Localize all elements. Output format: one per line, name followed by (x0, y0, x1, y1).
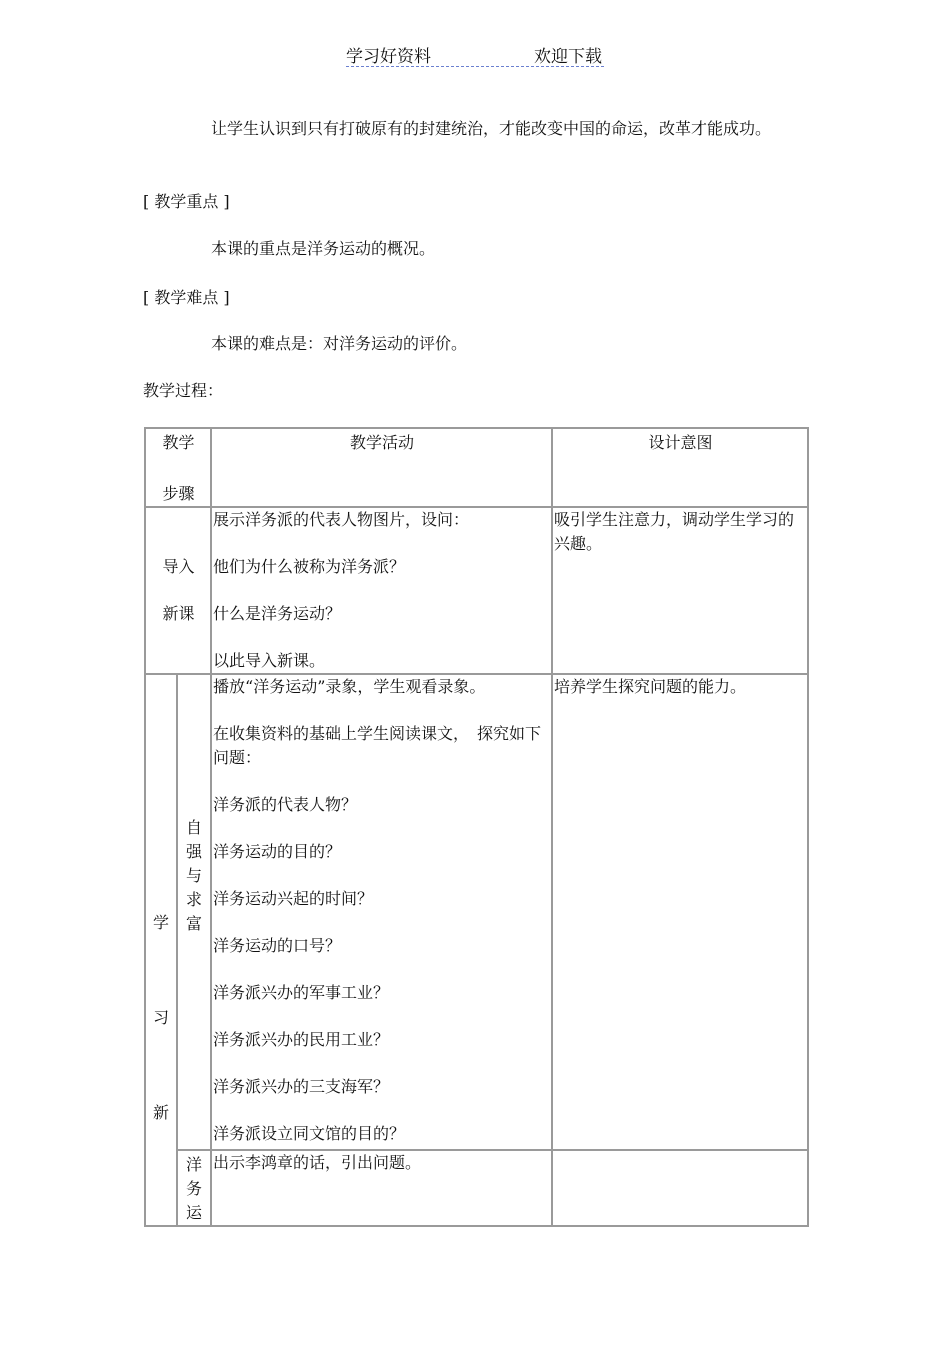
section-new-char: 习 (152, 1008, 169, 1027)
selfstrength-char: 强 (186, 842, 203, 861)
intro-activity-line: 他们为什么被称为洋务派？ (213, 557, 406, 576)
selfstrength-char: 求 (186, 890, 203, 909)
movement-activity-cell: 出示李鸿章的话，引出问题。 (212, 1151, 553, 1227)
table-row-selfstrength (146, 675, 809, 1151)
intro-step-cell (146, 508, 212, 675)
page-header (346, 40, 604, 67)
selfstrength-activity-line: 洋务派设立同文馆的目的？ (213, 1124, 406, 1143)
selfstrength-activity-line: 洋务派兴办的三支海军？ (213, 1077, 390, 1096)
selfstrength-char: 自 (186, 818, 203, 837)
intro-activity-line: 展示洋务派的代表人物图片，设问： (213, 510, 470, 529)
selfstrength-activity-cell (212, 675, 553, 1151)
header-right-text: 欢迎下载 (534, 47, 602, 67)
selfstrength-char: 富 (186, 914, 203, 933)
intro-activity-line: 什么是洋务运动？ (213, 604, 342, 623)
header-step-line2: 步骤 (162, 484, 195, 503)
teaching-goal-text: 让学生认识到只有打破原有的封建统治，才能改变中国的命运，改革才能成功。 (211, 119, 772, 138)
movement-intent-cell (553, 1151, 809, 1227)
header-activity-cell: 教学活动 (212, 429, 553, 508)
intro-intent-cell: 吸引学生注意力，调动学生学习的兴趣。 (553, 508, 809, 675)
table-header-row (146, 429, 809, 508)
key-point-label: [ 教学重点 ] (143, 192, 230, 211)
section-new-char: 新 (152, 1103, 169, 1122)
selfstrength-activity-line: 播放“洋务运动”录象，学生观看录象。 (213, 677, 486, 696)
lesson-plan-table (144, 427, 809, 1227)
key-point-text: 本课的重点是洋务运动的概况。 (211, 239, 436, 258)
selfstrength-activity-line: 洋务运动的目的？ (213, 842, 342, 861)
intro-activity-line: 以此导入新课。 (213, 651, 326, 670)
movement-char: 务 (186, 1179, 203, 1198)
intro-step-line2: 新课 (162, 604, 195, 623)
header-intent-cell: 设计意图 (553, 429, 809, 508)
section-new-cell (146, 675, 178, 1227)
movement-char: 洋 (186, 1155, 203, 1174)
movement-sub-cell (178, 1151, 212, 1227)
difficulty-label: [ 教学难点 ] (143, 288, 230, 307)
selfstrength-activity-line: 洋务运动兴起的时间？ (213, 889, 374, 908)
header-step-line1: 教学 (162, 433, 195, 452)
selfstrength-activity-line: 在收集资料的基础上学生阅读课文， 探究如下问题： (213, 724, 542, 767)
selfstrength-activity-line: 洋务运动的口号？ (213, 936, 342, 955)
header-step-cell (146, 429, 212, 508)
table-row-movement (146, 1151, 809, 1227)
section-new-char: 学 (152, 913, 169, 932)
table-row-intro (146, 508, 809, 675)
difficulty-text: 本课的难点是：对洋务运动的评价。 (211, 334, 468, 353)
selfstrength-char: 与 (186, 866, 203, 885)
selfstrength-activity-line: 洋务派的代表人物？ (213, 795, 358, 814)
intro-step-line1: 导入 (162, 557, 195, 576)
selfstrength-activity-line: 洋务派兴办的民用工业？ (213, 1030, 390, 1049)
process-label: 教学过程： (143, 381, 224, 400)
header-left-text: 学习好资料 (346, 47, 431, 67)
movement-char: 运 (186, 1203, 203, 1222)
selfstrength-intent-cell: 培养学生探究问题的能力。 (553, 675, 809, 1151)
intro-activity-cell (212, 508, 553, 675)
selfstrength-sub-cell (178, 675, 212, 1151)
selfstrength-activity-line: 洋务派兴办的军事工业？ (213, 983, 390, 1002)
